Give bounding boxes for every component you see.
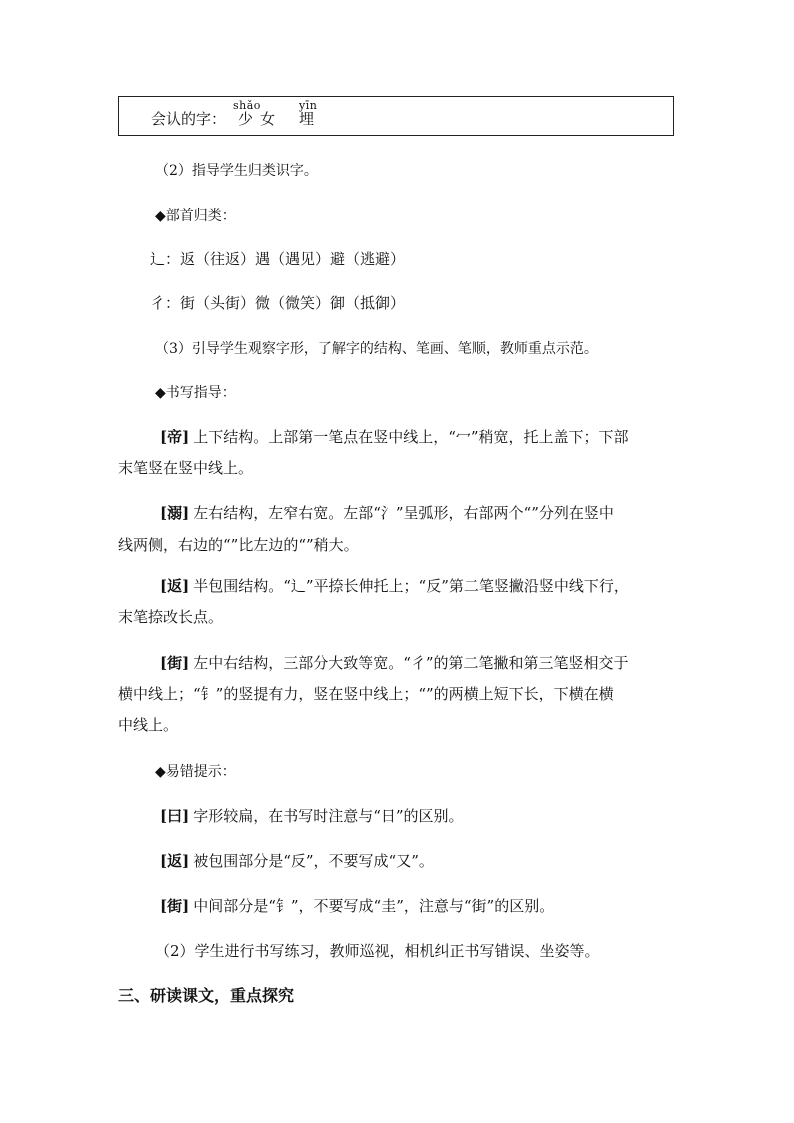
error-tip-line (160, 895, 554, 916)
error-tip-line (160, 805, 464, 826)
text-line: （3）引导学生观察字形，了解字的结构、笔画、笔顺，教师重点示范。 (155, 341, 598, 357)
paragraph-line: 线两侧，右边的“”比左边的“”稍大。 (118, 536, 359, 554)
paragraph-text: 左中右结构，三部分大致等宽。“彳”的第二笔撇和第三笔竖相交于 (193, 654, 629, 672)
error-tip-text: 被包围部分是“反”，不要写成“又”。 (193, 852, 434, 870)
text-line: （2）指导学生归类识字。 (155, 163, 318, 179)
paragraph-line (160, 426, 629, 447)
text-line: 辶：返（往返）遇（遇见）避（逃避） (150, 250, 406, 268)
paragraph-text: 半包围结构。“辶”平捺长伸托上；“反”第二笔竖撇沿竖中线下行， (193, 577, 629, 595)
box-label: 会认的字： (151, 110, 227, 128)
paragraph-text: 上下结构。上部第一笔点在竖中线上，“冖”稍宽，托上盖下；下部 (193, 428, 629, 446)
pinyin-yin: yīn (299, 99, 318, 112)
error-tip-text: 字形较扁，在书写时注意与“日”的区别。 (193, 807, 464, 825)
char-tag: [返] (160, 852, 190, 870)
paragraph-line: 末笔捺改长点。 (118, 608, 224, 626)
text-line: 彳：街（头街）微（微笑）御（抵御） (150, 294, 406, 312)
char-tag: [街] (160, 897, 190, 915)
paragraph-line (160, 502, 614, 523)
char-tag: [曰] (160, 807, 190, 825)
paragraph-line (160, 575, 629, 596)
pinyin-shao: shǎo (233, 99, 261, 112)
char-tag: [帝] (160, 428, 190, 446)
section-heading: 三、研读课文，重点探究 (118, 986, 295, 1005)
char-nu: 女 (260, 110, 276, 128)
error-tip-line (160, 850, 434, 871)
char-mai: 埋 (299, 110, 315, 128)
paragraph-line: 末笔竖在竖中线上。 (118, 459, 254, 477)
text-line: ◆部首归类： (155, 208, 236, 224)
char-tag: [溺] (160, 504, 190, 522)
char-shao: 少 (238, 110, 254, 128)
error-tip-text: 中间部分是“钅”，不要写成“圭”，注意与“街”的区别。 (193, 897, 555, 915)
paragraph-line: 中线上。 (118, 716, 179, 734)
paragraph-line: 横中线上；“钅”的竖提有力，竖在竖中线上；“”的两横上短下长，下横在横 (118, 685, 614, 703)
recognize-chars-box (118, 96, 674, 136)
paragraph-text: 左右结构，左窄右宽。左部“氵”呈弧形，右部两个“”分列在竖中 (193, 504, 614, 522)
text-line: ◆书写指导： (155, 385, 236, 401)
char-tag: [街] (160, 654, 190, 672)
paragraph-line (160, 652, 629, 673)
text-line: （2）学生进行书写练习，教师巡视，相机纠正书写错误、坐姿等。 (155, 942, 600, 960)
text-line: ◆易错提示： (155, 764, 236, 780)
char-tag: [返] (160, 577, 190, 595)
